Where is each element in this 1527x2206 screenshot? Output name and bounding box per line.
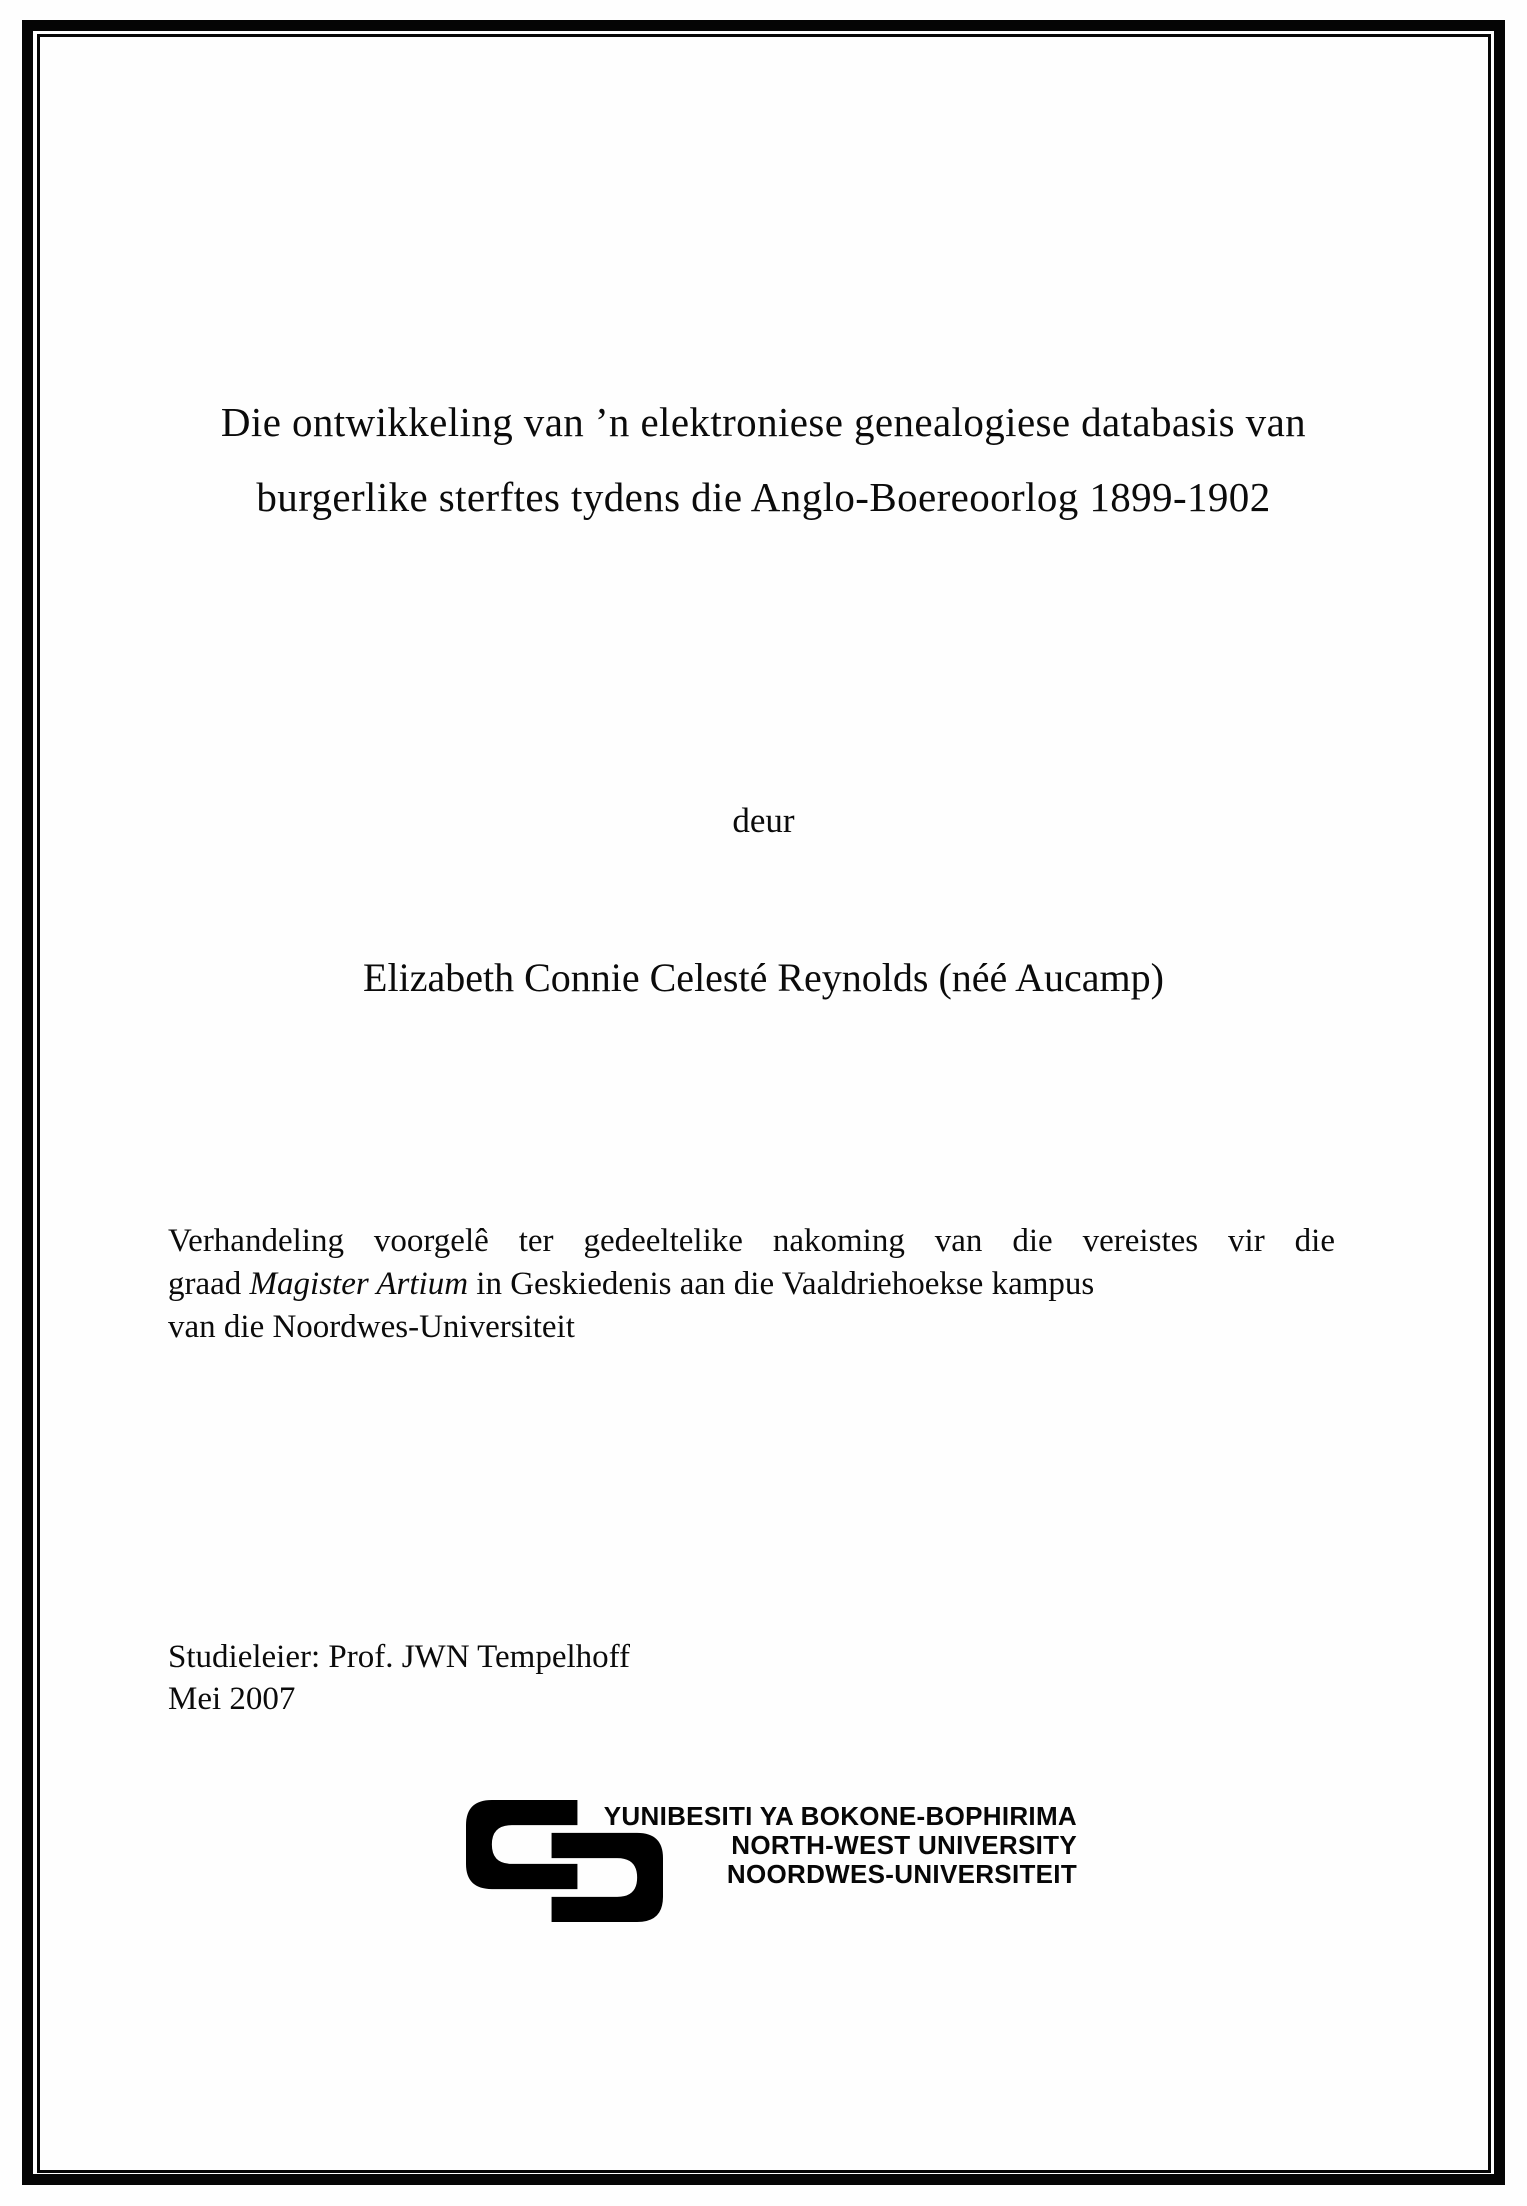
author-name: Elizabeth Connie Celesté Reynolds (néé Aucamp) <box>363 955 1164 1000</box>
degree-statement-line-2 <box>168 1264 1335 1305</box>
logo-line-setswana: YUNIBESITI YA BOKONE-BOPHIRIMA <box>603 1801 1077 1831</box>
degree-name-italic: Magister Artium <box>249 1266 469 1302</box>
thesis-title-line-1: Die ontwikkeling van ’n elektroniese genealogiese databasis van <box>220 399 1307 445</box>
logo-line-afrikaans: NOORDWES-UNIVERSITEIT <box>726 1859 1077 1889</box>
degree-statement-line-2-pre: graad <box>168 1266 250 1302</box>
supervisor-line: Studieleier: Prof. JWN Tempelhoff <box>168 1639 631 1675</box>
byline-label: deur <box>732 801 795 840</box>
thesis-title-line-2: burgerlike sterftes tydens die Anglo-Boereoorlog 1899-1902 <box>256 474 1271 520</box>
university-logo-text <box>577 1802 1077 1889</box>
date-line: Mei 2007 <box>168 1681 296 1717</box>
degree-statement-line-3: van die Noordwes-Universiteit <box>168 1309 575 1345</box>
degree-statement-line-1: Verhandeling voorgelê ter gedeeltelike nakoming van die vereistes vir die <box>168 1223 1335 1259</box>
logo-line-english: NORTH-WEST UNIVERSITY <box>731 1830 1077 1860</box>
degree-statement-line-2-post: in Geskiedenis aan die Vaaldriehoekse kampus <box>468 1266 1095 1302</box>
